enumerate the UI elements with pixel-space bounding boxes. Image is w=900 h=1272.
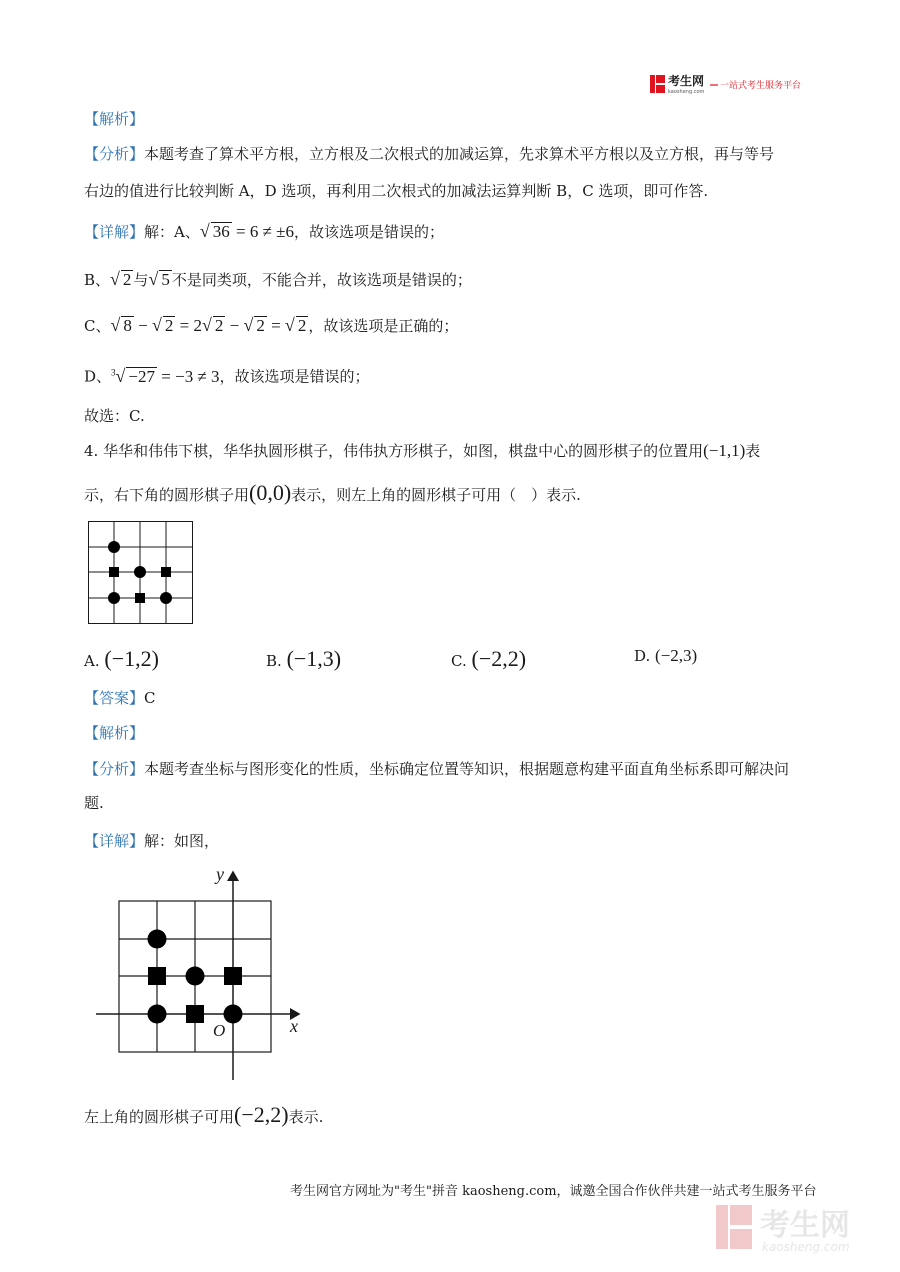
option-label: C.: [451, 652, 467, 670]
q4-conclusion-text: 左上角的圆形棋子可用: [84, 1108, 235, 1126]
q3-a-rest: = 6 ≠ ±6: [231, 222, 294, 241]
round-piece: [148, 1005, 167, 1024]
q4-fenxi-tag: 【分析】: [84, 760, 145, 778]
y-axis-label: y: [216, 864, 224, 884]
watermark-text: 考生网: [760, 1208, 850, 1243]
q4-fenxi-line2: 题.: [84, 794, 104, 812]
round-piece: [108, 541, 120, 553]
square-piece: [224, 967, 242, 985]
q4-stem-text1b: 表: [745, 442, 761, 460]
round-piece: [186, 967, 205, 986]
q3-a-prefix: 解：A、: [144, 223, 200, 241]
logo-sub: kaosheng.com: [668, 89, 705, 95]
square-piece: [109, 567, 119, 577]
q4-xiangjie-text: 解：如图，: [144, 832, 220, 850]
q3-b-mid: 与: [133, 271, 149, 289]
q4-jiexi-tag: 【解析】: [84, 724, 145, 742]
q4-answer-tag: 【答案】: [84, 689, 145, 707]
q3-a-suffix: ，故该选项是错误的；: [294, 223, 445, 241]
q3-c-suffix: ，故该选项是正确的；: [308, 317, 459, 335]
footer-text: 考生网官方网址为"考生"拼音 kaosheng.com，诚邀全国合作伙伴共建一站式考生服务平台: [290, 1184, 817, 1199]
option-label: A.: [84, 652, 100, 670]
q4-option-b[interactable]: [266, 646, 341, 672]
q3-a-radicand: 36: [212, 222, 230, 241]
q4-conclusion: [84, 1104, 323, 1128]
q3-detail-a: [84, 220, 444, 243]
q4-xiangjie: [84, 830, 219, 852]
q4-fenxi-text1: 本题考查坐标与图形变化的性质，坐标确定位置等知识，根据题意构建平面直角坐标系即可解决问: [144, 760, 790, 778]
q3-c-rad5: 2: [297, 316, 307, 335]
logo-mark-bottom: [656, 85, 665, 93]
q3-d-prefix: D、: [84, 367, 112, 386]
q3-d-rest: = −3 ≠ 3: [157, 366, 220, 386]
q3-detail-d: [84, 361, 370, 388]
q4-option-c[interactable]: [451, 646, 526, 672]
q3-c-rad2: 2: [164, 316, 174, 335]
watermark-logo: [716, 1197, 886, 1257]
round-piece: [134, 566, 146, 578]
logo-mark-top: [656, 75, 665, 83]
origin-label: O: [213, 1021, 226, 1040]
option-value: (−2,2): [471, 646, 527, 671]
q4-stem-text2: 示，右下角的圆形棋子用: [84, 486, 250, 504]
q3-c-op4: =: [266, 316, 285, 335]
watermark-mark-top: [730, 1205, 752, 1225]
logo-mark-bar: [650, 75, 655, 93]
option-value: (−2,3): [655, 646, 698, 665]
q4-answer-value: C: [144, 689, 156, 707]
q4-xiangjie-tag: 【详解】: [84, 832, 145, 850]
q3-c-rad1: 8: [123, 316, 132, 335]
q4-answer: [84, 687, 156, 709]
q3-b-suffix: 不是同类项，不能合并，故该选项是错误的；: [171, 271, 472, 289]
square-piece: [148, 967, 166, 985]
watermark-mark-bar: [716, 1205, 728, 1249]
q3-c-op3: −: [225, 316, 244, 335]
option-label: D.: [634, 647, 651, 665]
logo-text: 考生网: [668, 74, 705, 88]
square-piece: [135, 593, 145, 603]
q4-option-d[interactable]: [634, 646, 697, 666]
q3-b-rad2: 5: [161, 270, 170, 289]
q3-c-rad4: 2: [256, 316, 265, 335]
watermark-mark-bottom: [730, 1229, 752, 1249]
round-piece: [108, 592, 120, 604]
q4-conclusion-text2: 表示.: [288, 1108, 324, 1126]
q4-stem-text1: 4. 华华和伟伟下棋，华华执圆形棋子，伟伟执方形棋子，如图，棋盘中心的圆形棋子的位置用: [84, 442, 704, 460]
q4-stem-line1: [84, 440, 760, 462]
square-piece: [186, 1005, 204, 1023]
q4-board-figure: [88, 521, 194, 625]
q4-stem-coord2: (0,0): [249, 480, 292, 505]
q3-c-rad3: 2: [214, 316, 224, 335]
q3-b-rad1: 2: [122, 270, 132, 289]
q3-c-math: √ 8 − √ 2 = 2√ 2 − √ 2 = √ 2: [110, 315, 307, 335]
q3-fenxi-line2: 右边的值进行比较判断 A，D 选项，再利用二次根式的加减法运算判断 B，C 选项，即可作答.: [84, 182, 709, 200]
square-piece: [161, 567, 171, 577]
q4-coordinate-figure: [94, 862, 314, 1084]
x-axis-label: x: [290, 1016, 298, 1036]
q3-d-index: 3: [111, 367, 116, 377]
q3-fenxi-text1: 本题考查了算术平方根，立方根及二次根式的加减运算，先求算术平方根以及立方根，再与等号: [144, 145, 775, 163]
q3-choice: 故选：C.: [84, 407, 145, 425]
round-piece: [148, 930, 167, 949]
q3-c-op1: −: [133, 316, 152, 335]
q3-xiangjie-tag: 【详解】: [84, 223, 145, 241]
q3-fenxi-line1: [84, 143, 774, 165]
q3-c-prefix: C、: [84, 317, 111, 335]
round-piece: [224, 1005, 243, 1024]
q3-d-radicand: −27: [128, 366, 156, 386]
q4-stem-coord1: (−1,1): [703, 441, 746, 460]
q3-d-math: $^3$√ −27 = −3 ≠ 3: [111, 365, 220, 386]
q3-detail-c: [84, 314, 458, 337]
option-label: B.: [266, 652, 282, 670]
q3-c-op2: = 2: [175, 316, 202, 335]
kaosheng-logo: [650, 72, 820, 96]
q3-detail-b: B、√ 2 与√ 5 不是同类项，不能合并，故该选项是错误的；: [84, 269, 472, 289]
q3-jiexi-tag: 【解析】: [84, 110, 145, 128]
q4-option-a[interactable]: [84, 646, 159, 672]
q3-a-math: √ 36 = 6 ≠ ±6: [199, 221, 294, 241]
q3-b-prefix: B、: [84, 271, 111, 289]
q3-d-suffix: ，故该选项是错误的；: [219, 367, 370, 386]
option-value: (−1,3): [286, 646, 342, 671]
q4-stem-line2: [84, 482, 581, 506]
q4-stem-text2b: 表示，则左上角的圆形棋子可用（ ）表示.: [291, 486, 581, 504]
round-piece: [160, 592, 172, 604]
q4-fenxi-line1: [84, 758, 789, 780]
option-value: (−1,2): [104, 646, 159, 671]
q4-conclusion-coord: (−2,2): [234, 1102, 289, 1127]
watermark-sub: kaosheng.com: [762, 1240, 850, 1254]
header-slogan: 一站式考生服务平台: [720, 81, 802, 91]
q3-fenxi-tag: 【分析】: [84, 145, 145, 163]
